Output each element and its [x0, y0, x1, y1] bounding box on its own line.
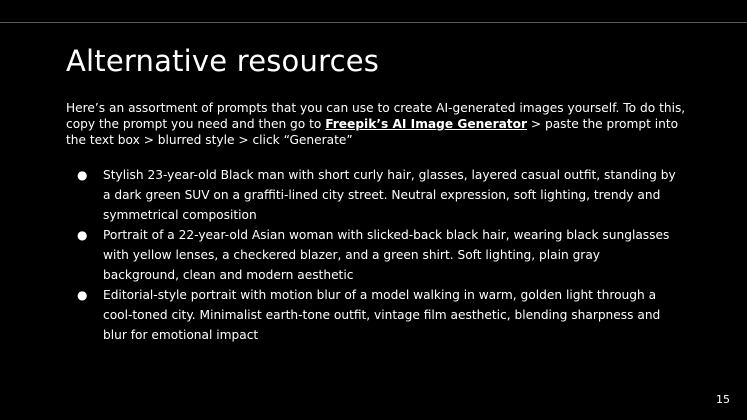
prompt-item: [77, 165, 677, 225]
slide-title: Alternative resources: [66, 44, 380, 78]
bullet-dot-icon: ●: [77, 168, 88, 182]
intro-text-start: Here’s an assortment of prompts that you can use to create AI-generated images yourself. To do this, copy the prompt you need and then go to: [66, 101, 686, 131]
intro-text-end: > paste the prompt into the text box > blurred style > click “Generate”: [66, 117, 679, 147]
prompt-text: Stylish 23-year-old Black man with short curly hair, glasses, layered casual outfit, standing by a dark green SUV on a graffiti-lined city street. Neutral expression, soft lighting, trendy and symmetrical composition: [103, 168, 676, 222]
freepik-ai-image-generator-link[interactable]: Freepik’s AI Image Generator: [325, 117, 528, 131]
top-divider: [0, 22, 747, 23]
prompt-text: Editorial-style portrait with motion blur of a model walking in warm, golden light through a cool-toned city. Minimalist earth-tone outfit, vintage film aesthetic, blending sharpness and blur for emotional impact: [103, 288, 661, 342]
prompt-item: [77, 225, 677, 285]
page-number: 15: [716, 393, 730, 406]
bullet-dot-icon: ●: [77, 288, 88, 302]
intro-paragraph: [66, 100, 696, 148]
bullet-dot-icon: ●: [77, 228, 88, 242]
prompt-list: [77, 165, 677, 345]
prompt-item: [77, 285, 677, 345]
prompt-text: Portrait of a 22-year-old Asian woman with slicked-back black hair, wearing black sunglasses with yellow lenses, a checkered blazer, and a green shirt. Soft lighting, plain gray background, clean and modern aesthetic: [103, 228, 670, 282]
